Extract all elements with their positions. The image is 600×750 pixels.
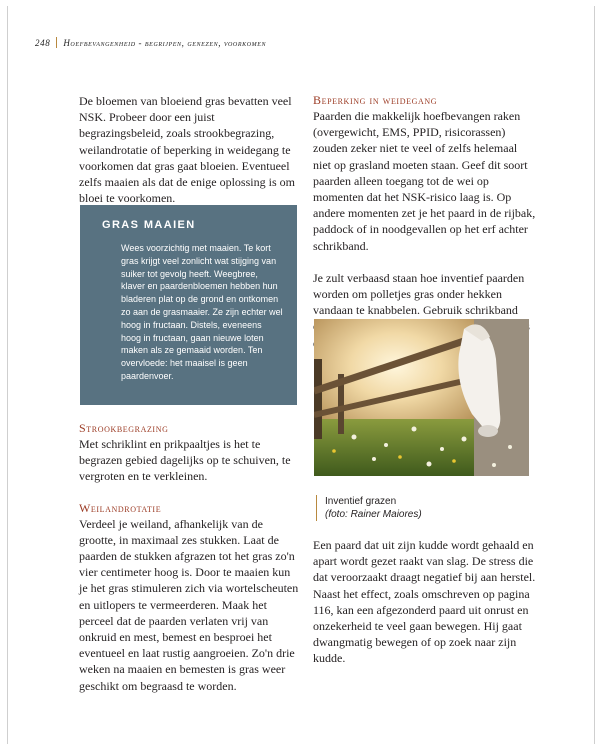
running-header: [35, 37, 266, 51]
left-column-intro: [79, 93, 301, 206]
caption-title: Inventief grazen: [325, 496, 397, 507]
right-column-top: [313, 93, 536, 351]
photo-caption: [316, 495, 525, 521]
info-box-gras-maaien: [80, 205, 297, 405]
left-column-sections: [79, 421, 301, 694]
section-heading-weilandrotatie: Weilandrotatie: [79, 500, 162, 515]
section-text-weilandrotatie: Verdeel je weiland, afhankelijk van de grootte, in maximaal zes stukken. Laat de paarden de stukken afgrazen tot het gras zo'n vier centimeter hoog is. Door te maaien kun je het gras stimuleren zich via wortelscheuten en uitlopers te vermeerderen. Maak het perceel dat de paarden verlaten vrij van onkruid en mest, bemest en besproei het eventueel en laat rustig aangroeien. Zo'n drie weken na maaien en bemesten is gras weer geschikt om begraasd te worden.: [79, 516, 299, 693]
section-text-strookbegrazing: Met schriklint en prikpaaltjes is het te begrazen gebied dagelijks op te schuiven, te vergroten en te verkleinen.: [79, 437, 291, 484]
isolation-paragraph: Een paard dat uit zijn kudde wordt gehaald en apart wordt gezet raakt van slag. De stress die dat veroorzaakt draagt negatief bij aan herstel. Naast het effect, zoals omschreven op pagina 116, kan een afgezonderd paard uit onrust en onzekerheid te veel gaan bewegen. Hij gaat dwangmatig bewegen of op zoek naar zijn kudde.: [313, 538, 536, 666]
beperking-paragraph-1: Paarden die makkelijk hoefbevangen raken (overgewicht, EMS, PPID, risicorassen) zouden zeker niet te veel of zelfs helemaal niet op grasland moeten staan. Geef dit soort paarden alleen toegang tot de wei op momenten dat het NSK-risico laag is. Op andere momenten zet je het paard in de rijbak, paddock of in noodgevallen op het erf achter schrikband.: [313, 109, 536, 253]
caption-credit: (foto: Rainer Maiores): [325, 509, 422, 520]
info-box-title: GRAS MAAIEN: [102, 219, 196, 231]
beperking-paragraph-2: Je zult verbaasd staan hoe inventief paarden worden om polletjes gras onder hekken vandaan te knabbelen. Gebruik schrikband: [313, 270, 525, 318]
section-heading-strookbegrazing: Strookbegrazing: [79, 421, 169, 435]
right-column-bottom: [313, 537, 536, 667]
page-number: 248: [35, 38, 51, 48]
running-title: Hoefbevangenheid - begrijpen, genezen, voorkomen: [63, 38, 267, 48]
horse-grazing-illustration: [314, 319, 529, 476]
photo-horse-grazing: [314, 319, 529, 476]
intro-paragraph: De bloemen van bloeiend gras bevatten veel NSK. Probeer door een juist begrazingsbeleid, zoals strookbegrazing, weilandrotatie of beperking in weidegang te voorkomen dat gras gaat bloeien. Eventueel zelfs maaien als dat de enige oplossing is om bloei te voorkomen.: [79, 94, 295, 206]
header-rule: [56, 37, 57, 48]
section-heading-beperking: Beperking in weidegang: [313, 93, 438, 107]
info-box-body: Wees voorzichtig met maaien. Te kort gras krijgt veel zonlicht wat stijging van suiker tot gevolg heeft. Weegbree, klaver en paardenbloemen hebben hun bladeren plat op de grond en ontkomen zo aan de grasmaaier. Ze zijn echter wel hoog in fructaan. Distels, eveneens hoog in fructaan, gaan nieuwe loten maken als ze gemaaid worden. Ten overvloede: het maaisel is geen paardenvoer.: [121, 243, 283, 381]
